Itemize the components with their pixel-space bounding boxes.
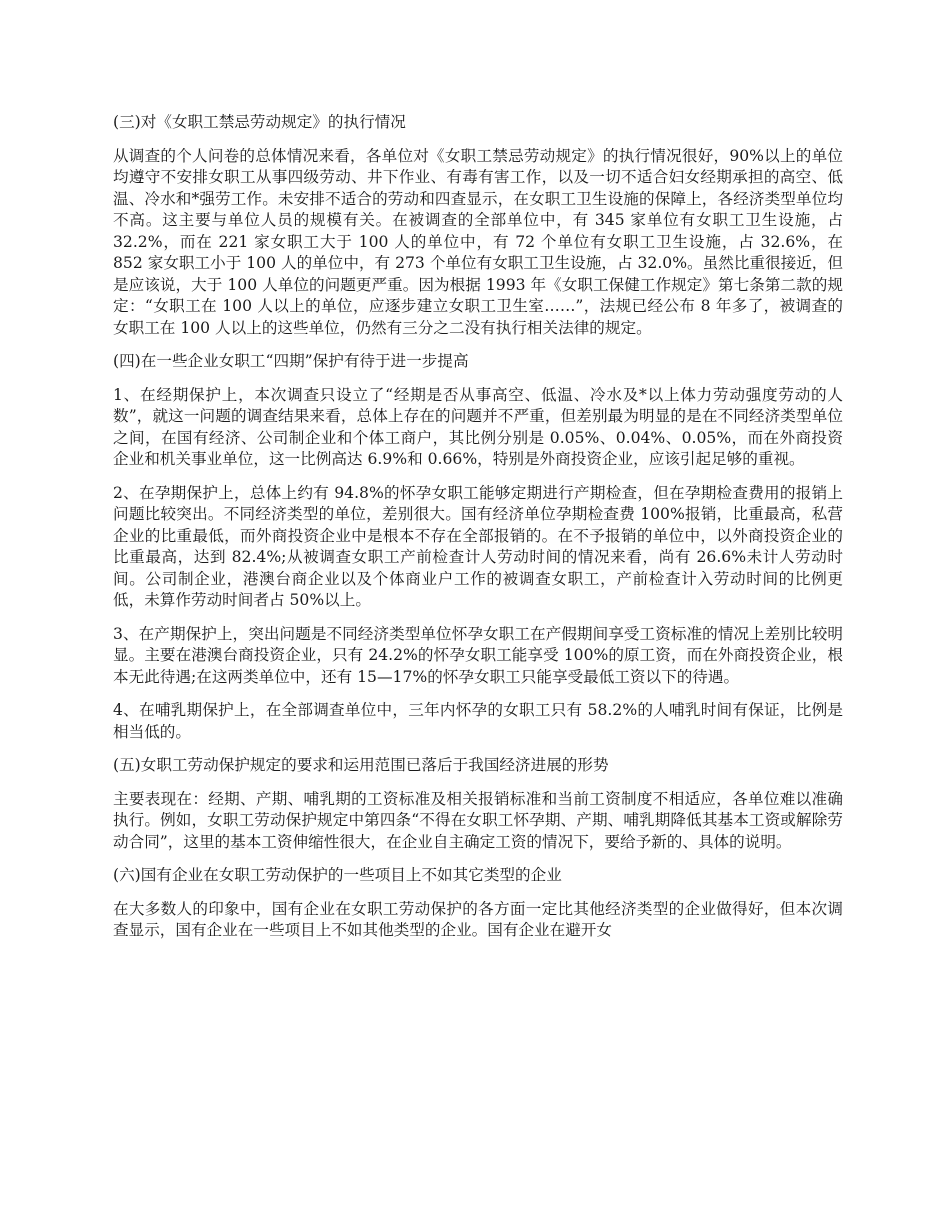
paragraph: 主要表现在：经期、产期、哺乳期的工资标准及相关报销标准和当前工资制度不相适应，各单位难以准确执行。例如，女职工劳动保护规定中第四条“不得在女职工怀孕期、产期、哺乳期降低其基本工资或解除劳动合同”，这里的基本工资伸缩性很大，在企业自主确定工资的情况下，要给予新的、具体的说明。	[113, 789, 843, 851]
document-body	[113, 112, 843, 954]
paragraph: 3、在产期保护上，突出问题是不同经济类型单位怀孕女职工在产假期间享受工资标准的情况上差别比较明显。主要在港澳台商投资企业，只有 24.2%的怀孕女职工能享受 100%的原工资，而在外商投资企业，根本无此待遇;在这两类单位中，还有 15—17%的怀孕女职工只能享受最低工资以下的待遇。	[113, 624, 843, 686]
paragraph: 在大多数人的印象中，国有企业在女职工劳动保护的各方面一定比其他经济类型的企业做得好，但本次调查显示，国有企业在一些项目上不如其他类型的企业。国有企业在避开女	[113, 899, 843, 939]
section-heading-4: (四)在一些企业女职工“四期”保护有待于进一步提高	[113, 352, 469, 370]
section-heading-3: (三)对《女职工禁忌劳动规定》的执行情况	[113, 113, 406, 131]
section-heading-6: (六)国有企业在女职工劳动保护的一些项目上不如其它类型的企业	[113, 866, 562, 884]
section-heading-5: (五)女职工劳动保护规定的要求和运用范围已落后于我国经济进展的形势	[113, 756, 609, 774]
paragraph: 2、在孕期保护上，总体上约有 94.8%的怀孕女职工能够定期进行产期检查，但在孕期检查费用的报销上问题比较突出。不同经济类型的单位，差别很大。国有经济单位孕期检查费 100%报销，比重最高，私营企业的比重最低，而外商投资企业中是根本不存在全部报销的。在不予报销的单位中，以外商投资企业的比重最高，达到 82.4%;从被调查女职工产前检查计人劳动时间的情况来看，尚有 26.6%未计人劳动时间。公司制企业，港澳台商企业以及个体商业户工作的被调查女职工，产前检查计入劳动时间的比例更低，未算作劳动时间者占 50%以上。	[113, 483, 843, 609]
paragraph: 4、在哺乳期保护上，在全部调查单位中，三年内怀孕的女职工只有 58.2%的人哺乳时间有保证，比例是相当低的。	[113, 701, 843, 741]
paragraph: 从调查的个人问卷的总体情况来看，各单位对《女职工禁忌劳动规定》的执行情况很好，90%以上的单位均遵守不安排女职工从事四级劳动、井下作业、有毒有害工作，以及一切不适合妇女经期承担的高空、低温、冷水和*强劳工作。未安排不适合的劳动和四查显示，在女职工卫生设施的保障上，各经济类型单位均不高。这主要与单位人员的规模有关。在被调查的全部单位中，有 345 家单位有女职工卫生设施，占 32.2%，而在 221 家女职工大于 100 人的单位中，有 72 个单位有女职工卫生设施，占 32.6%，在 852 家女职工小于 100 人的单位中，有 273 个单位有女职工卫生设施，占 32.0%。虽然比重很接近，但是应该说，大于 100 人单位的问题更严重。因为根据 1993 年《女职工保健工作规定》第七条第二款的规定：“女职工在 100 人以上的单位，应逐步建立女职工卫生室……”，法规已经公布 8 年多了，被调查的女职工在 100 人以上的这些单位，仍然有三分之二没有执行相关法律的规定。	[113, 146, 843, 337]
paragraph: 1、在经期保护上，本次调查只设立了“经期是否从事高空、低温、冷水及*以上体力劳动强度劳动的人数”，就这一问题的调查结果来看，总体上存在的问题并不严重，但差别最为明显的是在不同经济类型单位之间，在国有经济、公司制企业和个体工商户，其比例分别是 0.05%、0.04%、0.05%，而在外商投资企业和机关事业单位，这一比例高达 6.9%和 0.66%，特别是外商投资企业，应该引起足够的重视。	[113, 385, 843, 468]
